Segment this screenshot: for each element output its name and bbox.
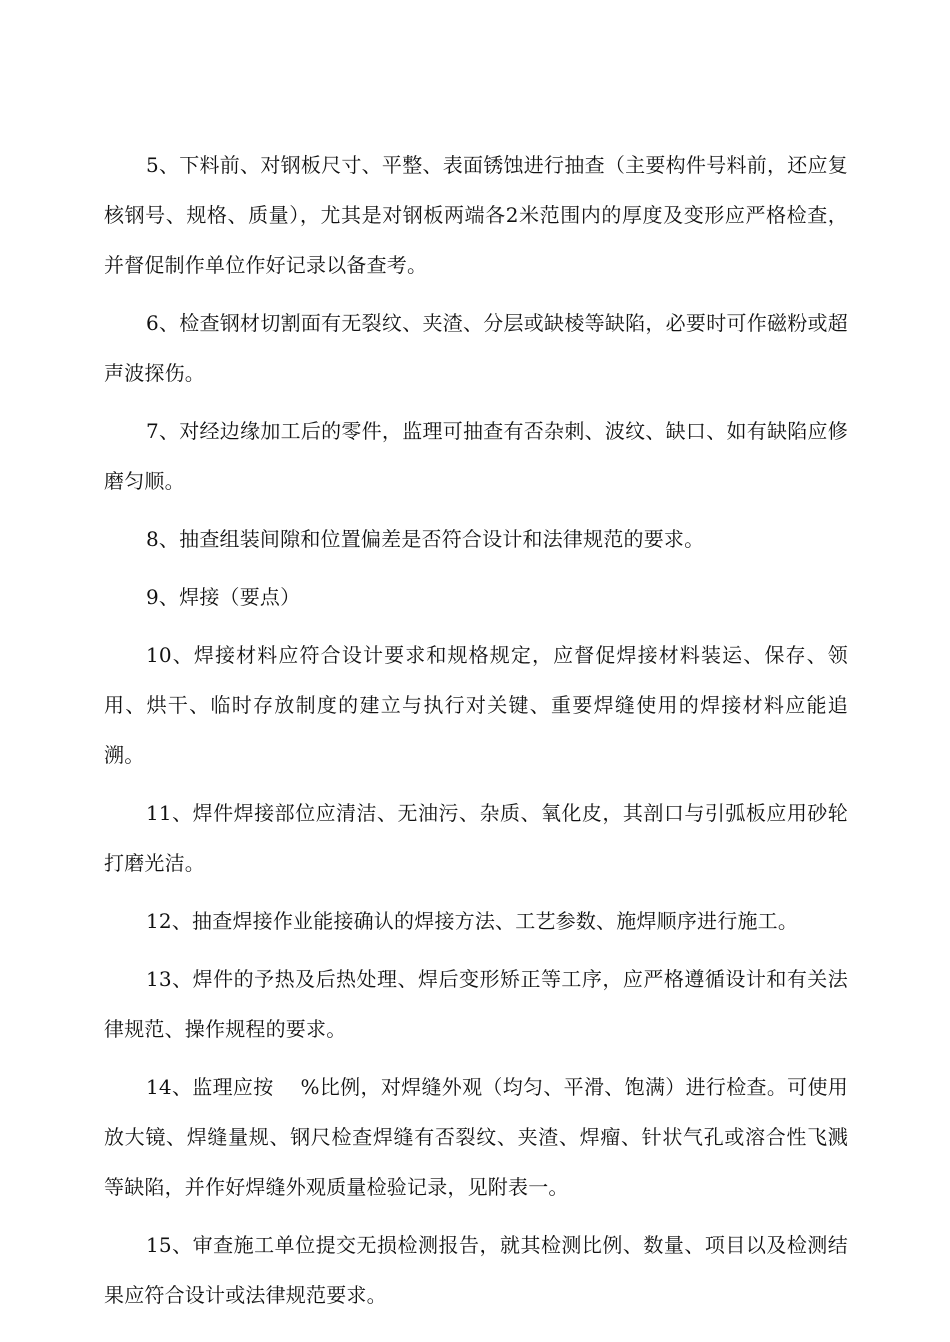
paragraph-14: 14、监理应按 %比例，对焊缝外观（均匀、平滑、饱满）进行检查。可使用放大镜、焊缝量规、钢尺检查焊缝有否裂纹、夹渣、焊瘤、针状气孔或溶合性飞溅等缺陷，并作好焊缝外观质量检验记录，见附表一。 — [104, 1075, 848, 1199]
paragraph-11: 11、焊件焊接部位应清洁、无油污、杂质、氧化皮，其剖口与引弧板应用砂轮打磨光洁。 — [104, 801, 848, 875]
paragraph-7: 7、对经边缘加工后的零件，监理可抽查有否杂刺、波纹、缺口、如有缺陷应修磨匀顺。 — [104, 419, 848, 493]
paragraph-15: 15、审查施工单位提交无损检测报告，就其检测比例、数量、项目以及检测结果应符合设计或法律规范要求。 — [104, 1233, 848, 1307]
paragraph-6: 6、检查钢材切割面有无裂纹、夹渣、分层或缺棱等缺陷，必要时可作磁粉或超声波探伤。 — [104, 311, 848, 385]
paragraph-10: 10、焊接材料应符合设计要求和规格规定，应督促焊接材料装运、保存、领用、烘干、临时存放制度的建立与执行对关键、重要焊缝使用的焊接材料应能追溯。 — [104, 643, 848, 767]
paragraph-5: 5、下料前、对钢板尺寸、平整、表面锈蚀进行抽查（主要构件号料前，还应复核钢号、规格、质量），尤其是对钢板两端各2米范围内的厚度及变形应严格检查，并督促制作单位作好记录以备查考。 — [104, 153, 848, 277]
paragraph-13: 13、焊件的予热及后热处理、焊后变形矫正等工序，应严格遵循设计和有关法律规范、操作规程的要求。 — [104, 967, 848, 1041]
paragraph-9: 9、焊接（要点） — [146, 585, 301, 609]
document-body — [104, 140, 848, 1328]
paragraph-12: 12、抽查焊接作业能接确认的焊接方法、工艺参数、施焊顺序进行施工。 — [146, 909, 799, 933]
paragraph-8: 8、抽查组装间隙和位置偏差是否符合设计和法律规范的要求。 — [146, 527, 705, 551]
